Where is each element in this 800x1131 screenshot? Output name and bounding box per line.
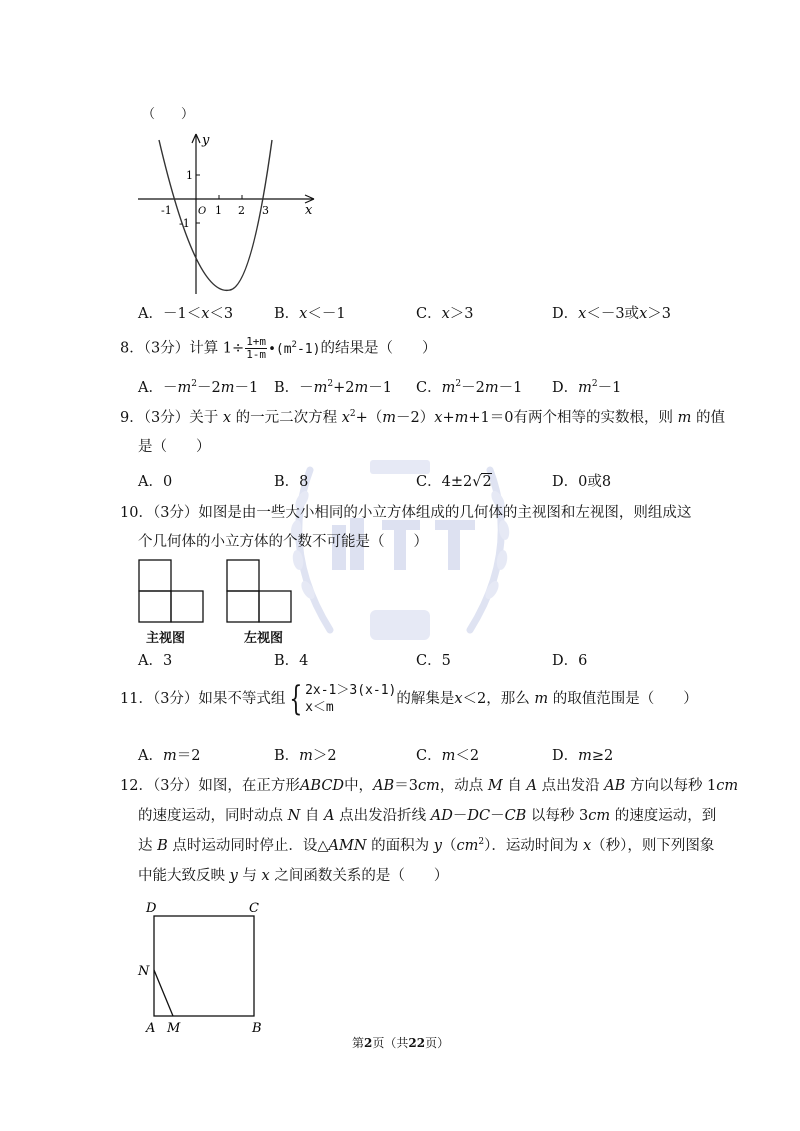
- label-m: M: [167, 1021, 181, 1036]
- label-a: A: [146, 1021, 156, 1036]
- q7-bracket: （ ）: [142, 107, 195, 122]
- tick-x-1: 1: [215, 204, 222, 217]
- q9-stem-line1: 9．（3分）关于 x 的一元二次方程 $x^2+(m-2)x+m+1=0$有两个相等的实数根，则 m 的值: [120, 409, 725, 426]
- q7-option-b[interactable]: B．x＜－1: [274, 306, 346, 322]
- segment-nm: [154, 970, 173, 1016]
- front-view-figure: [138, 558, 208, 624]
- q10-option-c[interactable]: C．5: [416, 653, 451, 669]
- tick-y-1: 1: [186, 169, 193, 182]
- q9-option-a[interactable]: A．0: [138, 474, 173, 490]
- origin-label: O: [198, 206, 207, 217]
- q7-option-a[interactable]: A．－1＜x＜3: [138, 306, 234, 322]
- tick-x-2: 2: [238, 204, 245, 217]
- q10-option-a[interactable]: A．3: [138, 653, 173, 669]
- q8-option-d[interactable]: D．$m^2-1$: [552, 379, 622, 396]
- tick-y-neg1: -1: [179, 217, 190, 230]
- q8-option-c[interactable]: C．$m^2-2m-1$: [416, 379, 523, 396]
- q10-option-b[interactable]: B．4: [274, 653, 309, 669]
- q12-stem-line2: 的速度运动，同时动点 N 自 A 点出发沿折线 AD－DC－CB 以每秒 3cm 的速度运动，到: [138, 808, 717, 824]
- q10-stem-line2: 个几何体的小立方体的个数不可能是（ ）: [138, 534, 428, 550]
- label-c: C: [249, 901, 259, 916]
- q12-stem-line3: 达 B 点时运动同时停止．设△AMN 的面积为 $y(cm^2)$．运动时间为 x（秒），则下列图象: [138, 837, 715, 854]
- q8-option-a[interactable]: A．$-m^2-2m-1$: [138, 379, 259, 396]
- label-n: N: [138, 964, 150, 979]
- parabola-graph: [134, 128, 324, 298]
- q9-option-d[interactable]: D．0或8: [552, 474, 612, 490]
- tick-x-neg1: -1: [161, 204, 172, 217]
- inequality-system: 2x-1＞3(x-1) x＜m: [305, 683, 397, 715]
- q11-stem: 11．（3分）如果不等式组 { 2x-1＞3(x-1) x＜m 的解集是x＜2，那么 m 的取值范围是（ ）: [120, 679, 698, 719]
- q8-fraction: $\frac{1+m}{1-m}$: [246, 335, 267, 361]
- q11-option-a[interactable]: A．m＝2: [138, 748, 201, 764]
- q12-stem-line4: 中能大致反映 y 与 x 之间函数关系的是（ ）: [138, 868, 449, 884]
- label-b: B: [252, 1021, 262, 1036]
- q7-option-d[interactable]: D．x＜－3或x＞3: [552, 306, 671, 322]
- left-view-label: 左视图: [244, 631, 284, 646]
- q9-stem-line2: 是（ ）: [138, 439, 211, 455]
- square-figure: [136, 898, 276, 1036]
- q12-stem-line1: 12．（3分）如图，在正方形ABCD中，AB＝3cm，动点 M 自 A 点出发沿 AB 方向以每秒 1cm: [120, 778, 739, 794]
- q10-option-d[interactable]: D．6: [552, 653, 588, 669]
- q8-option-b[interactable]: B．$-m^2+2m-1$: [274, 379, 392, 396]
- page-footer: 第2页（共22页）: [352, 1036, 450, 1050]
- q9-option-b[interactable]: B．8: [274, 474, 309, 490]
- q8-stem: 8．（3分）计算 1÷ $\frac{1+m}{1-m}$ $•(m^2-1)$的结果是（ ）: [120, 335, 437, 361]
- square-abcd: [154, 916, 254, 1016]
- q9-option-c[interactable]: C．4±2√2: [416, 474, 492, 490]
- q10-stem-line1: 10．（3分）如图是由一些大小相同的小立方体组成的几何体的主视图和左视图，则组成这: [120, 505, 692, 521]
- tick-x-3: 3: [262, 204, 269, 217]
- left-view-figure: [226, 558, 296, 624]
- q11-option-d[interactable]: D．m≥2: [552, 748, 614, 764]
- q11-option-c[interactable]: C．m＜2: [416, 748, 480, 764]
- label-d: D: [146, 901, 157, 916]
- front-view-label: 主视图: [146, 631, 186, 646]
- q7-option-c[interactable]: C．x＞3: [416, 306, 474, 322]
- x-axis-label: x: [305, 203, 313, 218]
- q11-option-b[interactable]: B．m＞2: [274, 748, 337, 764]
- y-axis-label: y: [202, 133, 210, 148]
